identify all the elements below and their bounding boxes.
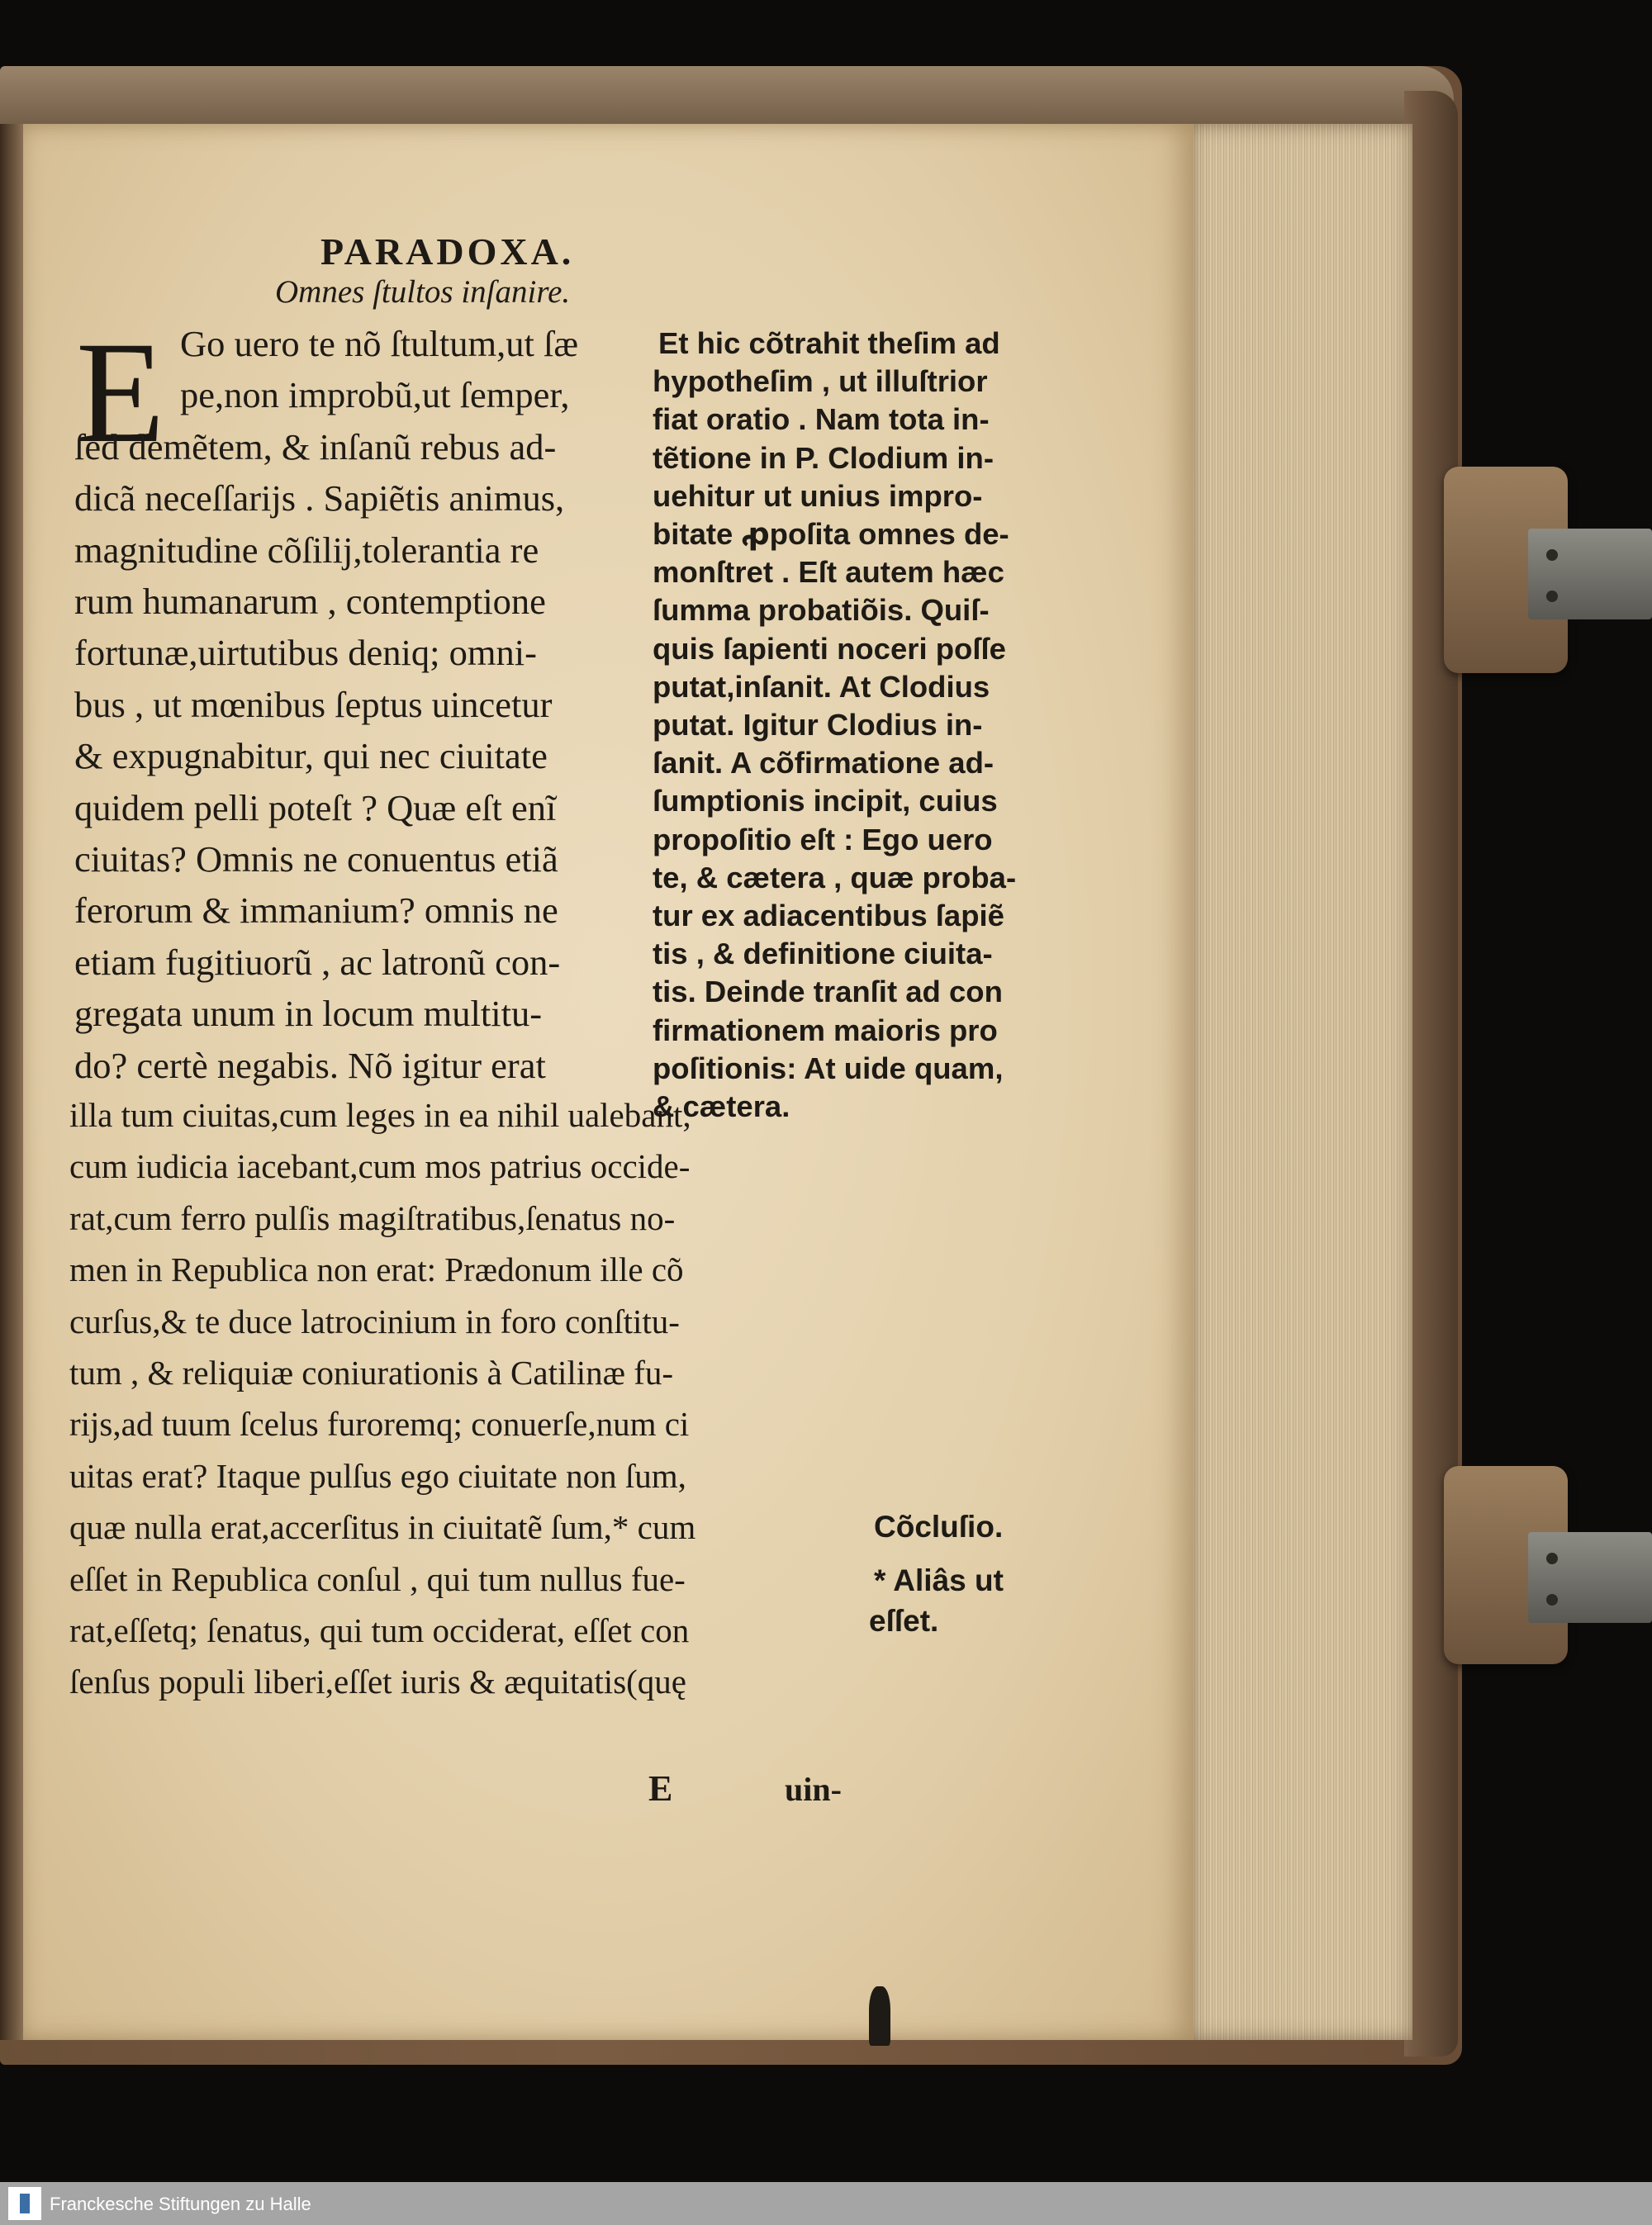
gloss-line: hypotheſim , ut illuſtrior [653, 364, 988, 399]
gloss-line: ſanit. A cõfirmatione ad- [653, 746, 995, 780]
signature-mark: E [648, 1768, 673, 1809]
text-line: dicã neceſſarijs . Sapiẽtis animus, [74, 477, 565, 519]
gloss-line: tis , & definitione ciuita- [653, 937, 993, 971]
running-head: PARADOXA. [320, 230, 575, 273]
gloss-line: uehitur ut unius impro- [653, 478, 983, 513]
text-line: quæ nulla erat,accerſitus in ciuitatẽ ſum,* cum [69, 1508, 696, 1547]
lower-clasp-strap [1528, 1532, 1652, 1623]
gloss-line: te, & cætera , quæ proba- [653, 860, 1017, 894]
gloss-line: poſitionis: At uide quam, [653, 1051, 1004, 1085]
lower-clasp-rivet [1546, 1553, 1558, 1564]
text-line: eſſet in Republica conſul , qui tum nullus fue- [69, 1559, 686, 1598]
text-line: ſenſus populi liberi,eſſet iuris & æquitatis(quę [69, 1663, 687, 1701]
text-line: ſed demẽtem, & inſanũ rebus ad- [74, 425, 557, 467]
gloss-line: ſumptionis incipit, cuius [653, 784, 998, 818]
catchword: uin- [785, 1771, 842, 1808]
gloss-line: tur ex adiacentibus ſapiẽ [653, 899, 1004, 932]
gloss-line: tis. Deinde tranſit ad con [653, 975, 1003, 1009]
text-line: rat,eſſetq; ſenatus, qui tum occiderat, eſſet con [69, 1611, 690, 1649]
text-line: etiam fugitiuorũ , ac latronũ con- [74, 941, 561, 983]
gloss-line: propoſitio eſt : Ego uero [653, 822, 993, 856]
gloss-line: monſtret . Eſt autem hæc [653, 555, 1004, 590]
text-line: magnitudine cõſilij,tolerantia re [74, 529, 539, 571]
text-line: rijs,ad tuum ſcelus furoremq; conuerſe,num ci [69, 1405, 690, 1444]
upper-clasp-rivet [1546, 591, 1558, 602]
gloss-line: bitate ꝓpoſita omnes de- [653, 517, 1009, 551]
text-line: quidem pelli poteſt ? Quæ eſt enĩ [74, 786, 557, 828]
text-line: pe,non improbũ,ut ſemper, [180, 374, 570, 416]
text-line: illa tum ciuitas,cum leges in ea nihil ualebant, [69, 1096, 691, 1134]
gloss-line: ſumma probatiõis. Quiſ- [653, 593, 990, 628]
text-line: fortunæ,uirtutibus deniq; omni- [74, 632, 537, 674]
page-edges [1189, 124, 1412, 2040]
text-line: do? certè negabis. Nõ igitur erat [74, 1044, 546, 1086]
chapter-subtitle: Omnes ſtultos inſanire. [275, 274, 571, 310]
text-line: & expugnabitur, qui nec ciuitate [74, 735, 548, 777]
page-gutter [0, 124, 23, 2040]
page-marker [869, 1986, 890, 2046]
text-line: men in Republica non erat: Prædonum ille cõ [69, 1250, 684, 1289]
gloss-line: & cætera. [653, 1089, 790, 1123]
side-note-conclusio: Cõcluſio. [874, 1510, 1004, 1544]
upper-clasp-rivet [1546, 549, 1558, 561]
text-line: ciuitas? Omnis ne conuentus etiã [74, 838, 558, 880]
footer-institution: Franckesche Stiftungen zu Halle [50, 2194, 311, 2214]
text-line: tum , & reliquiæ coniurationis à Catilinæ fu- [69, 1354, 674, 1392]
drop-cap: E [76, 312, 165, 473]
gloss-line: tẽtione in P. Clodium in- [653, 440, 994, 475]
gloss-line: putat. Igitur Clodius in- [653, 708, 983, 742]
text-line: cum iudicia iacebant,cum mos patrius occide- [69, 1147, 691, 1186]
text-line: rum humanarum , contemptione [74, 581, 546, 622]
lower-clasp-rivet [1546, 1594, 1558, 1606]
text-line: bus , ut mœnibus ſeptus uincetur [74, 683, 553, 725]
upper-clasp-strap [1528, 529, 1652, 619]
gloss-line: firmationem maioris pro [653, 1013, 998, 1047]
text-line: rat,cum ferro pulſis magiſtratibus,ſenatus no- [69, 1198, 676, 1237]
text-line: ferorum & immanium? omnis ne [74, 890, 558, 932]
book-cover-top [0, 66, 1454, 132]
text-line: curſus,& te duce latrocinium in foro conſtitu- [69, 1302, 680, 1340]
institution-logo-icon [8, 2187, 41, 2220]
footer-bar [0, 2182, 1652, 2225]
gloss-line: quis ſapienti noceri poſſe [653, 631, 1006, 666]
text-line: gregata unum in locum multitu- [74, 993, 543, 1035]
side-note-esset: eſſet. [869, 1604, 939, 1638]
text-line: uitas erat? Itaque pulſus ego ciuitate non ſum, [69, 1456, 686, 1495]
side-note-alias: * Aliâs ut [874, 1563, 1004, 1597]
gloss-line: putat,inſanit. At Clodius [653, 669, 990, 704]
text-line: Go uero te nõ ſtultum,ut ſæ [180, 323, 579, 364]
gloss-line: fiat oratio . Nam tota in- [653, 402, 990, 437]
gloss-line: Et hic cõtrahit theſim ad [658, 326, 1000, 360]
